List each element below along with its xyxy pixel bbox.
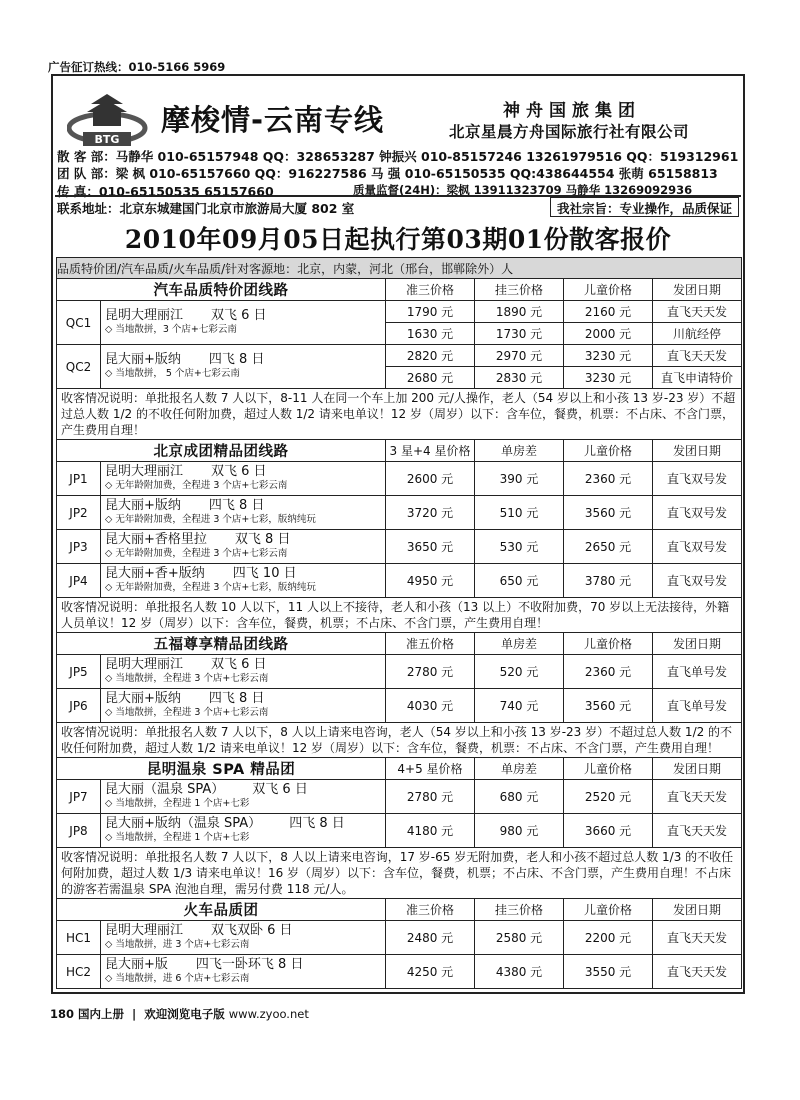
price-cell: 390 元 (475, 462, 564, 496)
price-cell: 3230 元 (564, 345, 653, 367)
price-cell: 2820 元 (386, 345, 475, 367)
contact-line-group: 团 队 部：梁 枫 010-65157660 QQ：916227586 马 强 010-65150535 QQ:438644554 张萌 65158813 (57, 166, 718, 181)
price-cell: 530 元 (475, 530, 564, 564)
price-cell: 2680 元 (386, 367, 475, 389)
section-title: 北京成团精品团线路 (57, 440, 386, 462)
route-description (101, 955, 386, 989)
route-name: 昆明大理丽江 (105, 922, 184, 938)
departure-date: 直飞申请特价 (653, 367, 742, 389)
route-note: ◇ 当地散拼，全程进 3 个店+七彩云南 (105, 672, 269, 684)
booking-notes: 收客情况说明：单批报名人数 7 人以下，8 人以上请来电咨询，老人（54 岁以上和小孩 13 岁-23 岁）不超过总人数 1/2 的不收任何附加费，超过人数 1/2 请来电单议！12 岁（周岁）以下：含车位，餐费，机票：不占床、不含门票，产生费用自理！ (57, 723, 742, 758)
departure-date: 直飞双号发 (653, 564, 742, 598)
price-cell: 3650 元 (386, 530, 475, 564)
column-header: 单房差 (475, 440, 564, 462)
contact-line-individual: 散 客 部：马静华 010-65157948 QQ：328653287 钟振兴 010-85157246 13261979516 QQ：519312961 (57, 149, 739, 164)
route-description (101, 814, 386, 848)
route-name: 昆大丽+香格里拉 (105, 531, 207, 547)
section-title: 汽车品质特价团线路 (57, 279, 386, 301)
route-note: ◇ 当地散拼，全程进 1 个店+七彩 (105, 797, 250, 809)
column-header: 发团日期 (653, 633, 742, 655)
route-days: 双飞双卧 6 日 (211, 922, 293, 938)
booking-notes: 收客情况说明：单批报名人数 10 人以下，11 人以上不接待，老人和小孩（13 以上）不收附加费，70 岁以上无法接待，外籍人员单议！12 岁（周岁）以下：含车位，餐费，机票；不占床、不含门票，产生费用自理！ (57, 598, 742, 633)
route-note: ◇ 无年龄附加费，全程进 3 个店+七彩云南 (105, 479, 288, 491)
price-cell: 4030 元 (386, 689, 475, 723)
column-header: 儿童价格 (564, 758, 653, 780)
departure-date: 直飞单号发 (653, 655, 742, 689)
route-code: JP4 (57, 564, 101, 598)
route-description (101, 530, 386, 564)
price-cell: 2580 元 (475, 921, 564, 955)
price-cell: 1730 元 (475, 323, 564, 345)
route-days: 四飞 8 日 (289, 815, 345, 831)
route-description (101, 921, 386, 955)
column-header: 单房差 (475, 758, 564, 780)
route-code: JP6 (57, 689, 101, 723)
price-cell: 3550 元 (564, 955, 653, 989)
route-name: 昆明大理丽江 (105, 307, 184, 323)
header (53, 76, 743, 216)
column-header: 儿童价格 (564, 899, 653, 921)
route-code: HC1 (57, 921, 101, 955)
separator: | (132, 1007, 137, 1021)
route-description (101, 689, 386, 723)
route-days: 四飞 10 日 (232, 565, 297, 581)
departure-date: 直飞双号发 (653, 462, 742, 496)
route-description (101, 780, 386, 814)
price-cell: 650 元 (475, 564, 564, 598)
route-name: 昆大丽（温泉 SPA） (105, 781, 225, 797)
route-name: 昆大丽+版纳 (105, 690, 181, 706)
departure-date: 川航经停 (653, 323, 742, 345)
route-row (57, 780, 742, 814)
logo-text: BTG (94, 133, 120, 146)
column-header: 儿童价格 (564, 279, 653, 301)
route-name: 昆大丽+版纳（温泉 SPA） (105, 815, 262, 831)
page-number: 180 (50, 1007, 75, 1021)
route-days: 双飞 6 日 (211, 307, 267, 323)
column-header: 准五价格 (386, 633, 475, 655)
column-header: 发团日期 (653, 899, 742, 921)
booking-notes: 收客情况说明：单批报名人数 7 人以下，8-11 人在同一个车上加 200 元/人操作，老人（54 岁以上和小孩 13 岁-23 岁）不超过总人数 1/2 的不收任何附加费，超过人数 1/2 请来电单议！12 岁（周岁）以下：含车位，餐费，机票：不占床、不含门票，产生费用自理！ (57, 389, 742, 440)
route-days: 四飞 8 日 (208, 497, 265, 513)
route-code: JP3 (57, 530, 101, 564)
column-header: 4+5 星价格 (386, 758, 475, 780)
section-title: 火车品质团 (57, 899, 386, 921)
price-cell: 3720 元 (386, 496, 475, 530)
price-cell: 3660 元 (564, 814, 653, 848)
route-row (57, 655, 742, 689)
route-name: 昆大丽+版 (105, 956, 168, 972)
route-note: ◇ 无年龄附加费，全程进 3 个店+七彩，版纳纯玩 (105, 581, 316, 593)
agency-name: 北京星晨方舟国际旅行社有限公司 (449, 123, 690, 141)
column-header: 发团日期 (653, 758, 742, 780)
route-row (57, 955, 742, 989)
website-link[interactable]: www.zyoo.net (228, 1007, 309, 1021)
departure-date: 直飞天天发 (653, 345, 742, 367)
price-cell: 2200 元 (564, 921, 653, 955)
departure-date: 直飞天天发 (653, 921, 742, 955)
route-row (57, 462, 742, 496)
route-description (101, 496, 386, 530)
column-header: 3 星+4 星价格 (386, 440, 475, 462)
departure-date: 直飞天天发 (653, 780, 742, 814)
price-cell: 2600 元 (386, 462, 475, 496)
price-cell: 2480 元 (386, 921, 475, 955)
price-cell: 2160 元 (564, 301, 653, 323)
route-row (57, 814, 742, 848)
route-name: 昆明大理丽江 (105, 656, 184, 672)
route-days: 双飞 6 日 (211, 463, 267, 479)
price-cell: 2780 元 (386, 655, 475, 689)
route-code: JP2 (57, 496, 101, 530)
route-code: JP1 (57, 462, 101, 496)
ad-hotline: 广告征订热线：010-5166 5969 (48, 60, 226, 74)
price-cell: 4380 元 (475, 955, 564, 989)
route-row (57, 345, 742, 367)
route-days: 双飞 6 日 (252, 781, 308, 797)
route-row (57, 301, 742, 323)
route-row (57, 564, 742, 598)
price-cell: 1890 元 (475, 301, 564, 323)
price-cell: 2650 元 (564, 530, 653, 564)
route-description (101, 345, 386, 389)
price-table (56, 257, 742, 989)
price-cell: 4180 元 (386, 814, 475, 848)
price-cell: 3560 元 (564, 496, 653, 530)
route-days: 四飞一卧环飞 8 日 (195, 956, 304, 972)
route-row (57, 530, 742, 564)
column-header: 挂三价格 (475, 279, 564, 301)
price-cell: 520 元 (475, 655, 564, 689)
route-code: HC2 (57, 955, 101, 989)
booking-notes: 收客情况说明：单批报名人数 7 人以下，8 人以上请来电咨询，17 岁-65 岁无附加费，老人和小孩不超过总人数 1/3 的不收任何附加费，超过人数 1/3 请来电单议！16 岁（周岁）以下：含车位，餐费，机票；不占床、不含门票，产生费用自理！不占床的游客若需温泉 SPA 泡池自理，需另付费 118 元/人。 (57, 848, 742, 899)
column-header: 准三价格 (386, 279, 475, 301)
departure-date: 直飞双号发 (653, 496, 742, 530)
price-sheet (51, 74, 745, 994)
route-row (57, 496, 742, 530)
volume-label: 国内上册 (78, 1007, 125, 1021)
route-code: JP5 (57, 655, 101, 689)
section-title: 昆明温泉 SPA 精品团 (57, 758, 386, 780)
browse-label: 欢迎浏览电子版 (144, 1007, 225, 1021)
address-bar (55, 195, 741, 216)
price-cell: 3230 元 (564, 367, 653, 389)
route-days: 双飞 8 日 (234, 531, 291, 547)
route-code: QC1 (57, 301, 101, 345)
motto-box: 我社宗旨：专业操作，品质保证 (550, 197, 739, 217)
route-name: 昆大丽+版纳 (105, 497, 181, 513)
departure-date: 直飞天天发 (653, 301, 742, 323)
price-cell: 2360 元 (564, 655, 653, 689)
footer (50, 1006, 309, 1022)
column-header: 儿童价格 (564, 633, 653, 655)
route-code: JP8 (57, 814, 101, 848)
price-cell: 1630 元 (386, 323, 475, 345)
route-code: JP7 (57, 780, 101, 814)
route-note: ◇ 当地散拼，进 6 个店+七彩云南 (105, 972, 250, 984)
route-note: ◇ 当地散拼，3 个店+七彩云南 (105, 323, 237, 335)
page-title: 2010年09月05日起执行第03期01份散客报价 (124, 225, 672, 254)
column-header: 发团日期 (653, 279, 742, 301)
source-band: 品质特价团/汽车品质/火车品质/针对客源地：北京，内蒙，河北（邢台，邯郸除外）人 (57, 258, 742, 279)
section-title: 五福尊享精品团线路 (57, 633, 386, 655)
price-cell: 3560 元 (564, 689, 653, 723)
contact-line-fax: 传 真：010-65150535 65157660 (57, 184, 274, 199)
column-header: 单房差 (475, 633, 564, 655)
price-cell: 3780 元 (564, 564, 653, 598)
price-cell: 2780 元 (386, 780, 475, 814)
route-description (101, 655, 386, 689)
route-code: QC2 (57, 345, 101, 389)
brand-title: 摩梭情-云南专线 (161, 103, 385, 137)
price-cell: 2830 元 (475, 367, 564, 389)
route-description (101, 564, 386, 598)
route-note: ◇ 当地散拼，全程进 1 个店+七彩 (105, 831, 250, 843)
departure-date: 直飞天天发 (653, 814, 742, 848)
price-cell: 2000 元 (564, 323, 653, 345)
route-note: ◇ 无年龄附加费，全程进 3 个店+七彩，版纳纯玩 (105, 513, 316, 525)
route-name: 昆明大理丽江 (105, 463, 184, 479)
group-name: 神舟国旅集团 (503, 101, 641, 121)
route-name: 昆大丽+版纳 (105, 351, 181, 367)
route-row (57, 921, 742, 955)
route-note: ◇ 当地散拼，全程进 3 个店+七彩云南 (105, 706, 269, 718)
route-row (57, 689, 742, 723)
price-cell: 980 元 (475, 814, 564, 848)
price-cell: 4950 元 (386, 564, 475, 598)
route-note: ◇ 当地散拼， 5 个店+七彩云南 (105, 367, 240, 379)
column-header: 发团日期 (653, 440, 742, 462)
route-days: 双飞 6 日 (211, 656, 267, 672)
price-cell: 1790 元 (386, 301, 475, 323)
route-days: 四飞 8 日 (208, 351, 265, 367)
departure-date: 直飞单号发 (653, 689, 742, 723)
price-cell: 740 元 (475, 689, 564, 723)
btg-temple-logo-icon (67, 90, 151, 150)
route-note: ◇ 无年龄附加费，全程进 3 个店+七彩云南 (105, 547, 288, 559)
price-cell: 4250 元 (386, 955, 475, 989)
route-description (101, 462, 386, 496)
price-cell: 2360 元 (564, 462, 653, 496)
price-cell: 510 元 (475, 496, 564, 530)
price-cell: 2520 元 (564, 780, 653, 814)
column-header: 准三价格 (386, 899, 475, 921)
quality-supervision: 质量监督(24H)：梁枫 13911323709 马静华 13269092936 (353, 183, 693, 197)
price-cell: 2970 元 (475, 345, 564, 367)
route-name: 昆大丽+香+版纳 (105, 565, 205, 581)
departure-date: 直飞双号发 (653, 530, 742, 564)
column-header: 挂三价格 (475, 899, 564, 921)
route-description (101, 301, 386, 345)
column-header: 儿童价格 (564, 440, 653, 462)
route-note: ◇ 当地散拼，进 3 个店+七彩云南 (105, 938, 250, 950)
route-days: 四飞 8 日 (208, 690, 265, 706)
address: 联系地址：北京东城建国门北京市旅游局大厦 802 室 (57, 201, 355, 216)
price-cell: 680 元 (475, 780, 564, 814)
departure-date: 直飞天天发 (653, 955, 742, 989)
